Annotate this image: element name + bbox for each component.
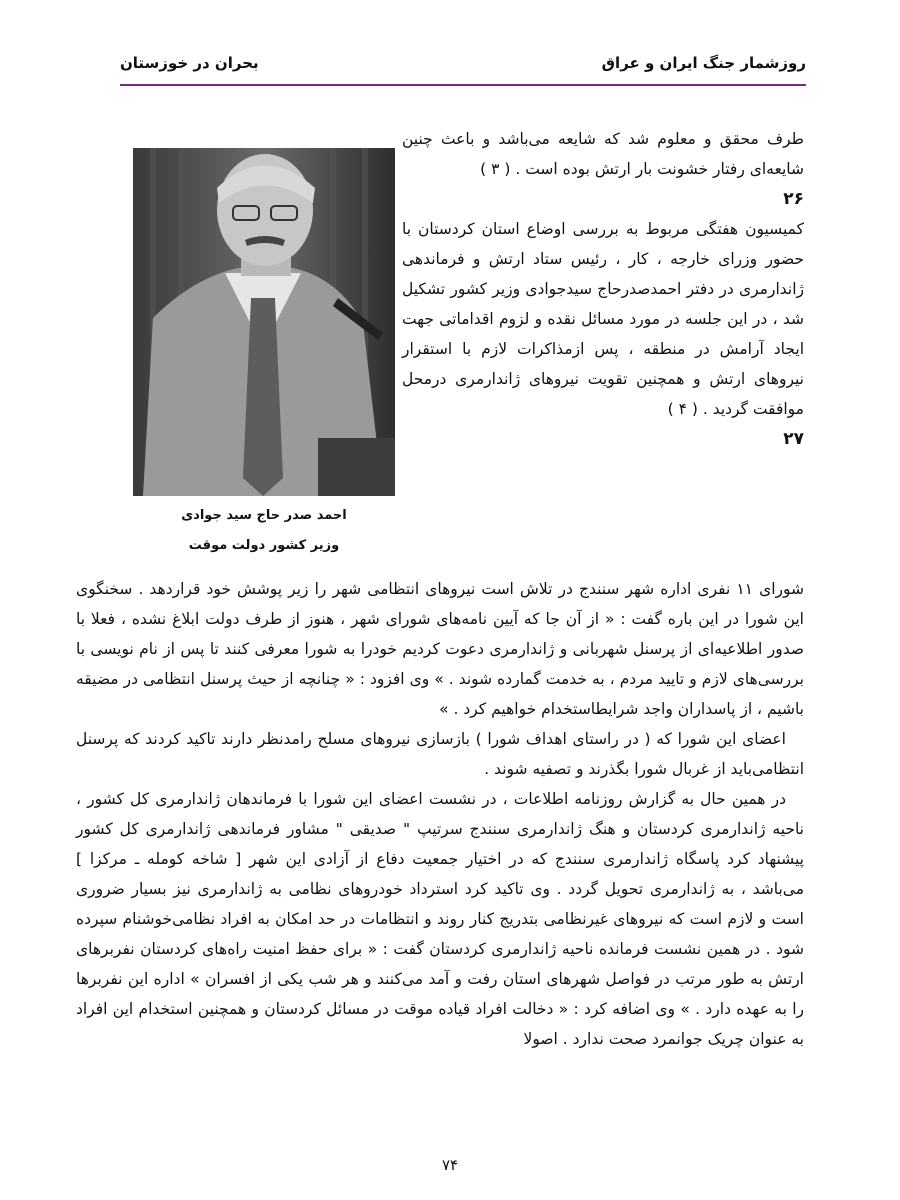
main-text <box>76 574 804 1054</box>
running-header <box>120 48 806 82</box>
paragraph: شورای ۱۱ نفری اداره شهر سنندج در تلاش است نیروهای انتظامی شهر را زیر پوشش خود قراردهد . سخنگوی این شورا در این باره گفت : « از آن جا که آیین نامه‌های شورای شهر ، هنوز از طرف دولت ابلاغ نشده ، فعلا با صدور اطلاعیه‌ای از پرسنل شهربانی و ژاندارمری دعوت کردیم خودرا به شورا معرفی کنند تا پس از نام نویسی با بررسی‌های لازم و تایید مردم ، به خدمت گمارده شوند . » وی افزود : « چنانچه از حیث پرسنل انتظامی در مضیقه باشیم ، از پاسداران واجد شرایطاستخدام خواهیم کرد . » <box>76 580 804 718</box>
paragraph: طرف محقق و معلوم شد که شایعه می‌باشد و باعث چنین شایعه‌ای رفتار خشونت بار ارتش بوده است . ( ۳ ) <box>402 130 804 178</box>
page-number: ۷۴ <box>441 1156 459 1174</box>
paragraph: در همین حال به گزارش روزنامه اطلاعات ، در نشست اعضای این شورا با فرماندهان ژاندارمری کل کشور ، ناحیه ژاندارمری کردستان و هنگ ژاندارمری سنندج سرتیپ " صدیقی " مشاور فرماندهی ژاندارمری کل کشور پیشنهاد کرد پاسگاه ژاندارمری سنندج که در اختیار جمعیت دفاع از آزادی این شهر [ شاخه کومله ـ مرکزا ] می‌باشد ، به ژاندارمری تحویل گردد . وی تاکید کرد استرداد خودروهای نظامی به ژاندارمری نیز بسیار ضروری است و لازم است که نیروهای غیرنظامی بتدریج کنار روند و انتظامات در حد امکان به افراد نظامی‌خوشنام سپرده شود . در همین نشست فرمانده ناحیه ژاندارمری کردستان گفت : « برای حفظ امنیت راه‌های کردستان نفربرهای ارتش به طور مرتب در فواصل شهرهای استان رفت و آمد می‌کنند و هر شب یکی از افسران » اداره این نفربرها را به عهده دارد . » وی اضافه کرد : « دخالت افراد قیاده موقت در مسائل کردستان و همچنین استخدام این افراد به عنوان چریک جوانمرد صحت ندارد . اصولا <box>76 790 804 1048</box>
entry-number-26: ۲۶ <box>783 189 804 209</box>
header-rule <box>120 84 806 86</box>
photo-caption-title: وزیر کشور دولت موقت <box>188 538 340 553</box>
right-column <box>402 124 804 454</box>
portrait-photo <box>133 148 395 496</box>
book-title: روزشمار جنگ ایران و عراق <box>601 54 806 72</box>
chapter-title: بحران در خوزستان <box>120 54 259 72</box>
paragraph: کمیسیون هفتگی مربوط به بررسی اوضاع استان کردستان با حضور وزرای خارجه ، کار ، رئیس ستاد ارتش و فرماندهی ژاندارمری در دفتر احمدصدرحاج سیدجوادی وزیر کشور تشکیل شد ، در این جلسه در مورد مسائل نقده و لزوم اقداماتی جهت ایجاد آرامش در منطقه ، پس ازمذاکرات لازم با استقرار نیروهای ارتش و همچنین تقویت نیروهای ژاندارمری درمحل موافقت گردید . ( ۴ ) <box>402 220 804 418</box>
entry-number-27: ۲۷ <box>783 429 804 449</box>
paragraph: اعضای این شورا که ( در راستای اهداف شورا ) بازسازی نیروهای مسلح رامدنظر دارند تاکید کردند که پرسنل انتظامی‌باید از غربال شورا بگذرند و تصفیه شوند . <box>76 730 804 778</box>
photo-caption-name: احمد صدر حاج سید جوادی <box>181 508 347 523</box>
